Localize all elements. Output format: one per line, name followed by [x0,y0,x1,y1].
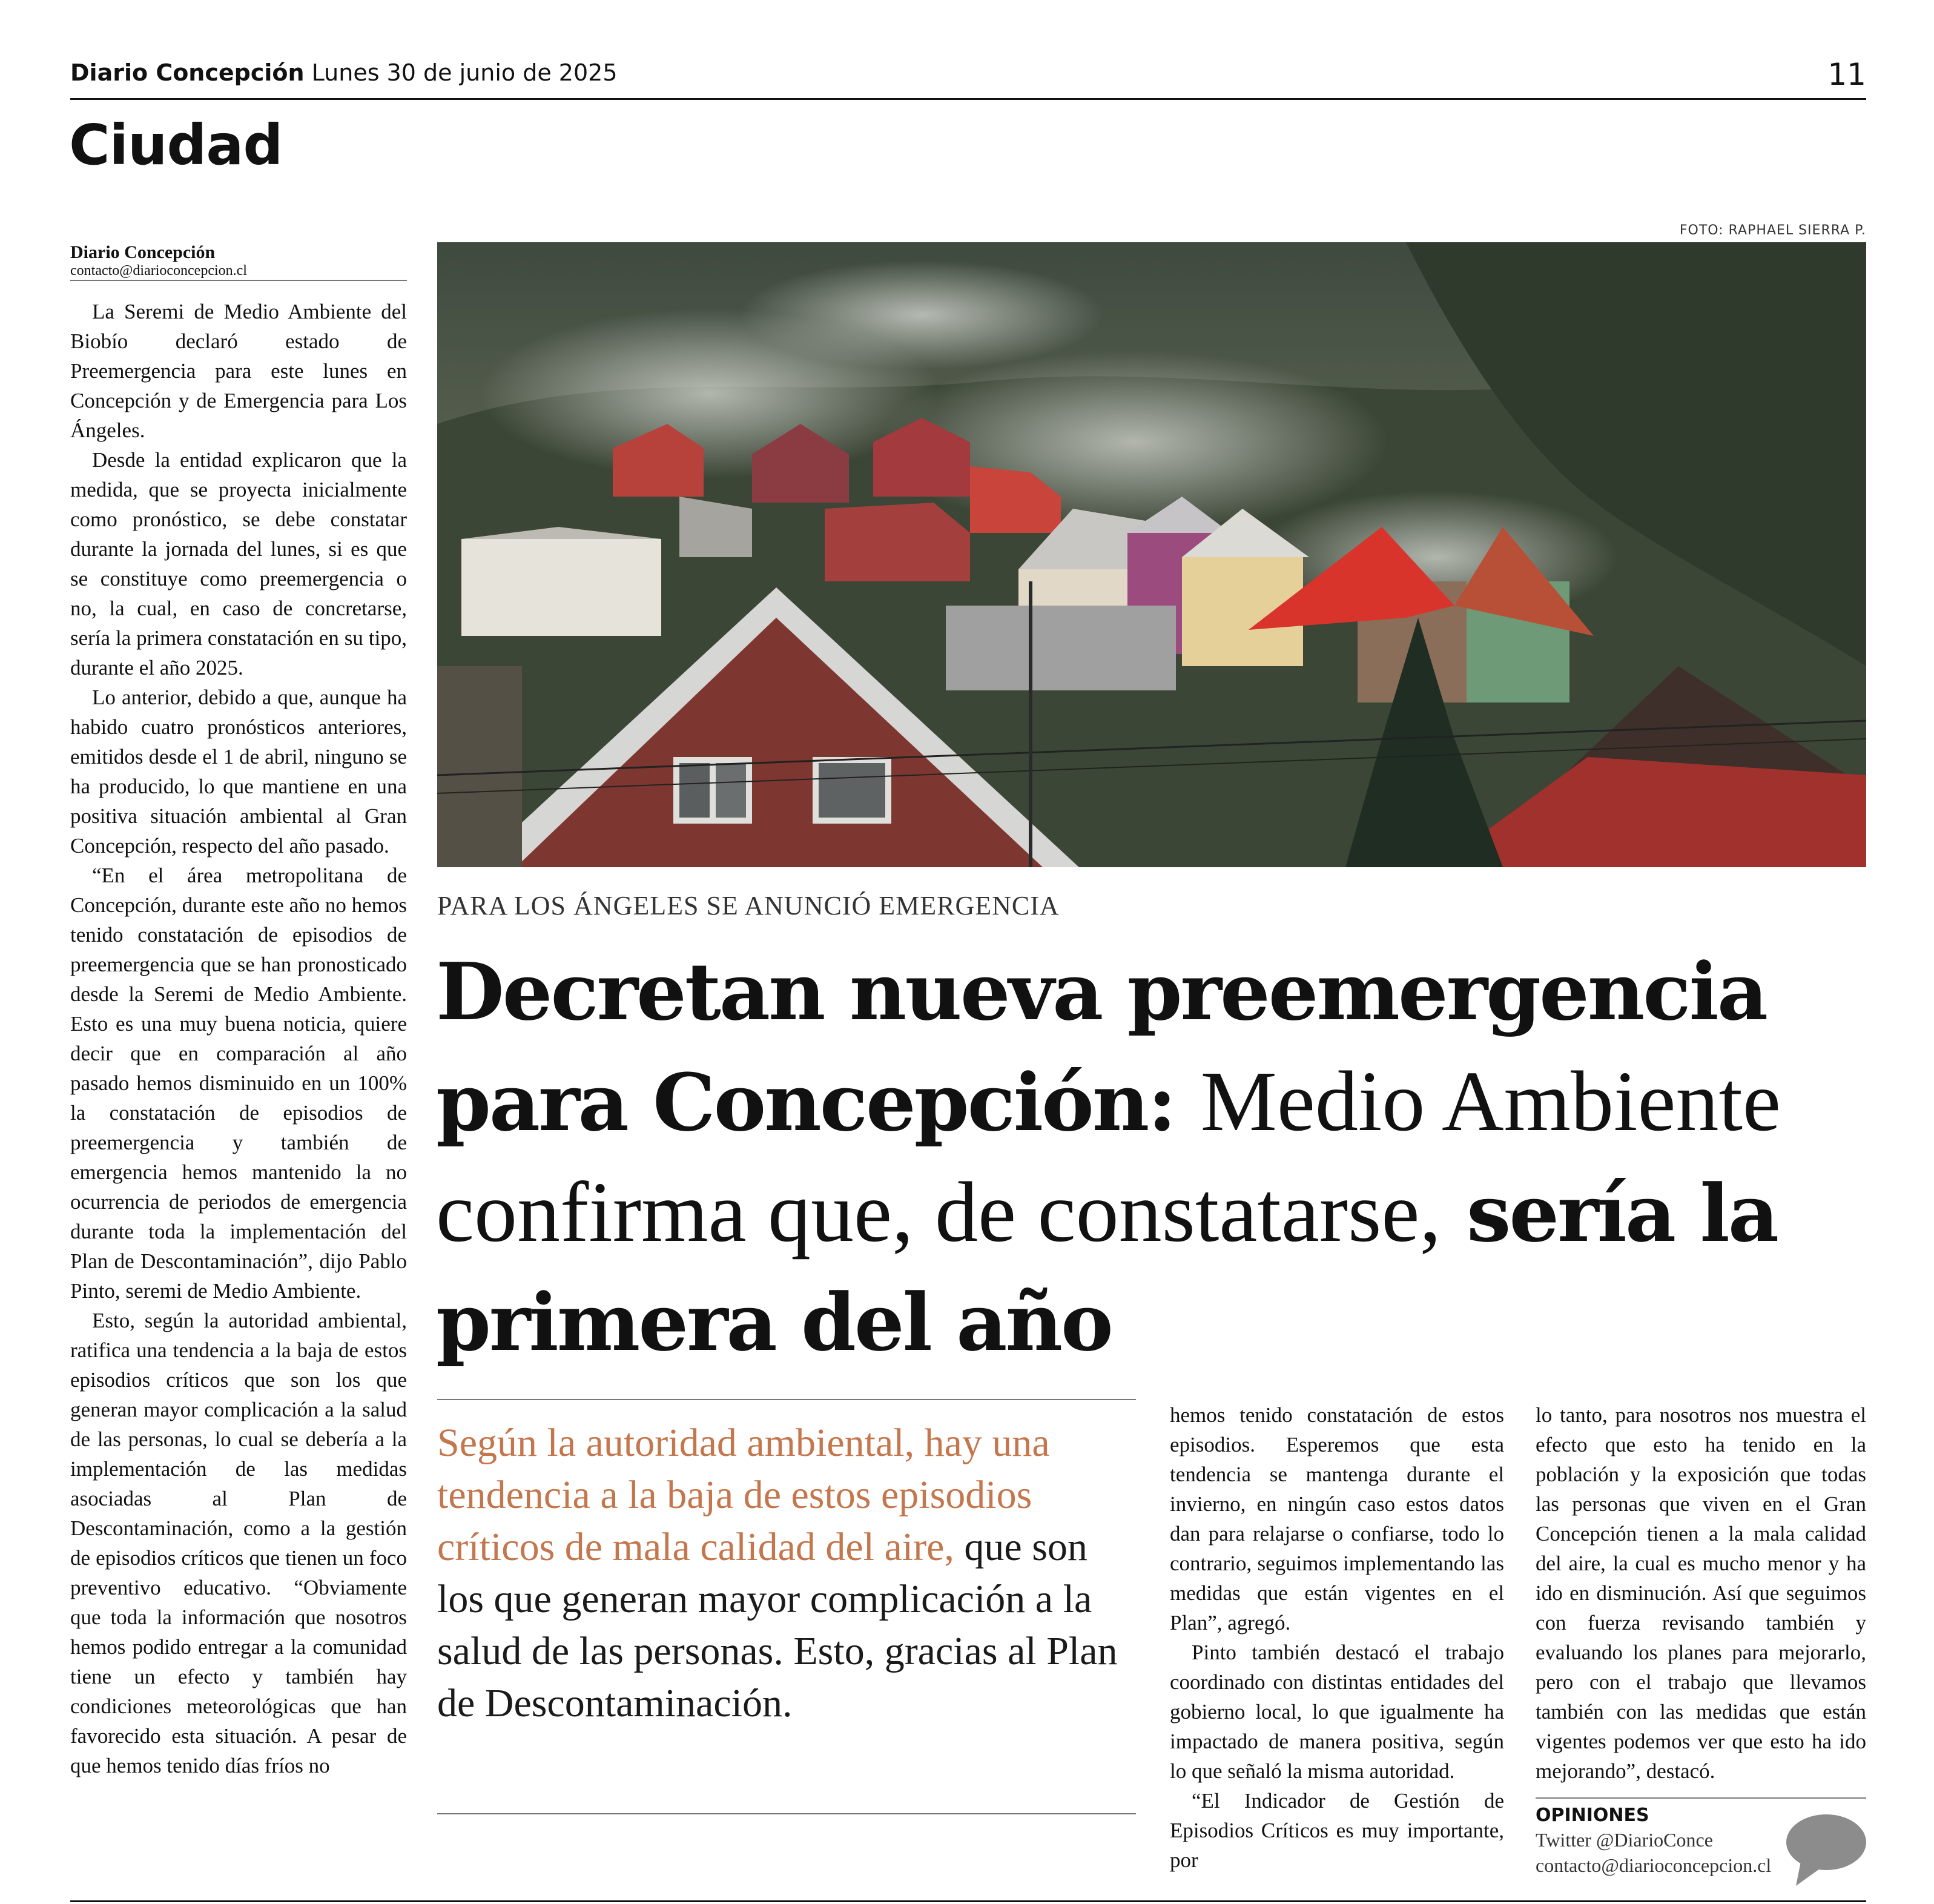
speech-bubble-icon [1783,1811,1867,1889]
article-column-3 [1170,1400,1504,1885]
header-rule [70,98,1866,100]
paragraph: “En el área metropolitana de Concepción, durante este año no hemos tenido constatación de episodios de preemergencia que se han pronosticado desde la Seremi de Medio Ambiente. Esto es una muy buena noticia, quiere decir que en comparación al año pasado hemos disminuido en un 100% la constatación de episodios de preemergencia y también de emergencia hemos mantenido la no ocurrencia de periodos de emergencia durante toda la implementación del Plan de Descontaminación”, dijo Pablo Pinto, seremi de Medio Ambiente. [70,864,407,1303]
opiniones-email: contacto@diarioconcepcion.cl [1536,1854,1772,1876]
byline-rule [70,280,407,281]
lead-paragraph [437,1417,1121,1730]
lead-highlight: Según la autoridad ambiental, hay una tendencia a la baja de estos episodios críticos de mala calidad del aire, [437,1421,1050,1569]
opiniones-title: OPINIONES [1536,1805,1649,1826]
lead-rule-top [437,1399,1136,1400]
byline [70,242,407,279]
issue-date: Lunes 30 de junio de 2025 [311,59,618,86]
footer-rule [70,1900,1866,1902]
paragraph: Desde la entidad explicaron que la medida, que se proyecta inicialmente como pronóstico, se debe constatar durante la jornada del lunes, si es que se constituye como preemergencia o no, la cual, en caso de concretarse, sería la primera constatación en su tipo, durante el año 2025. [70,448,407,679]
byline-email: contacto@diarioconcepcion.cl [70,263,247,279]
paragraph: Lo anterior, debido a que, aunque ha habido cuatro pronósticos anteriores, emitidos desde el 1 de abril, ninguno se ha producido, lo que mantiene en una positiva situación ambiental al Gran Concepción, respecto del año pasado. [70,686,407,858]
page-number: 11 [1827,57,1866,92]
headline-bold-part: Decretan nueva preemergencia para Concepción: [436,945,1767,1149]
paragraph: Pinto también destacó el trabajo coordinado con distintas entidades del gobierno local, lo que igualmente ha impactado de manera positiva, según lo que señaló la misma autoridad. [1170,1641,1504,1783]
lead-rule-bottom [437,1813,1136,1814]
opiniones-rule [1536,1797,1866,1799]
headline-kicker: PARA LOS ÁNGELES SE ANUNCIÓ EMERGENCIA [437,891,1060,921]
article-column-4 [1536,1400,1866,1788]
paragraph: Esto, según la autoridad ambiental, ratifica una tendencia a la baja de estos episodios críticos que son los que generan mayor complicación a la salud de las personas, lo cual se debería a la implementación de las medidas asociadas al Plan de Descontaminación, como a la gestión de episodios críticos que tienen un foco preventivo educativo. “Obviamente que toda la información que nosotros hemos podido entregar a la comunidad tiene un efecto y también hay condiciones meteorológicas que han favorecido esta situación. A pesar de que hemos tenido días fríos no [70,1309,407,1777]
houses-on-hill-image [437,242,1866,867]
masthead [70,59,618,86]
lead-text: que son los que generan mayor complicación a la salud de las personas. Esto, gracias al Plan de Descontaminación. [437,1525,1118,1725]
paragraph: La Seremi de Medio Ambiente del Biobío declaró estado de Preemergencia para este lunes en Concepción y de Emergencia para Los Ángeles. [70,300,407,442]
byline-name: Diario Concepción [70,242,216,262]
paragraph: hemos tenido constatación de estos episodios. Esperemos que esta tendencia se mantenga durante el invierno, en ningún caso estos datos dan para relajarse o confiarse, todo lo contrario, seguimos implementando las medidas que están vigentes en el Plan”, agregó. [1170,1403,1504,1635]
headline-light-part: Medio Ambiente confirma que, de constatarse, [436,1053,1781,1260]
paragraph: lo tanto, para nosotros nos muestra el efecto que esto ha tenido en la población y la exposición que todas las personas que viven en el Gran Concepción tienen a la mala calidad del aire, la cual es mucho menor y ha ido en disminución. Así que seguimos con fuerza revisando también y evaluando los planes para mejorarlo, pero con el trabajo que llevamos también con las medidas que están vigentes podemos ver que esto ha ido mejorando”, destacó. [1536,1403,1866,1783]
paper-name: Diario Concepción [70,59,305,86]
article-column-1 [70,297,407,1865]
opiniones-twitter: Twitter @DiarioConce [1536,1829,1713,1851]
section-title: Ciudad [69,113,283,177]
paragraph: “El Indicador de Gestión de Episodios Críticos es muy importante, por [1170,1789,1504,1872]
photo-credit: FOTO: RAPHAEL SIERRA P. [1679,223,1866,238]
article-photo [437,242,1866,867]
headline [436,937,1877,1377]
headline-bold-ending: sería la primera del año [436,1167,1778,1369]
